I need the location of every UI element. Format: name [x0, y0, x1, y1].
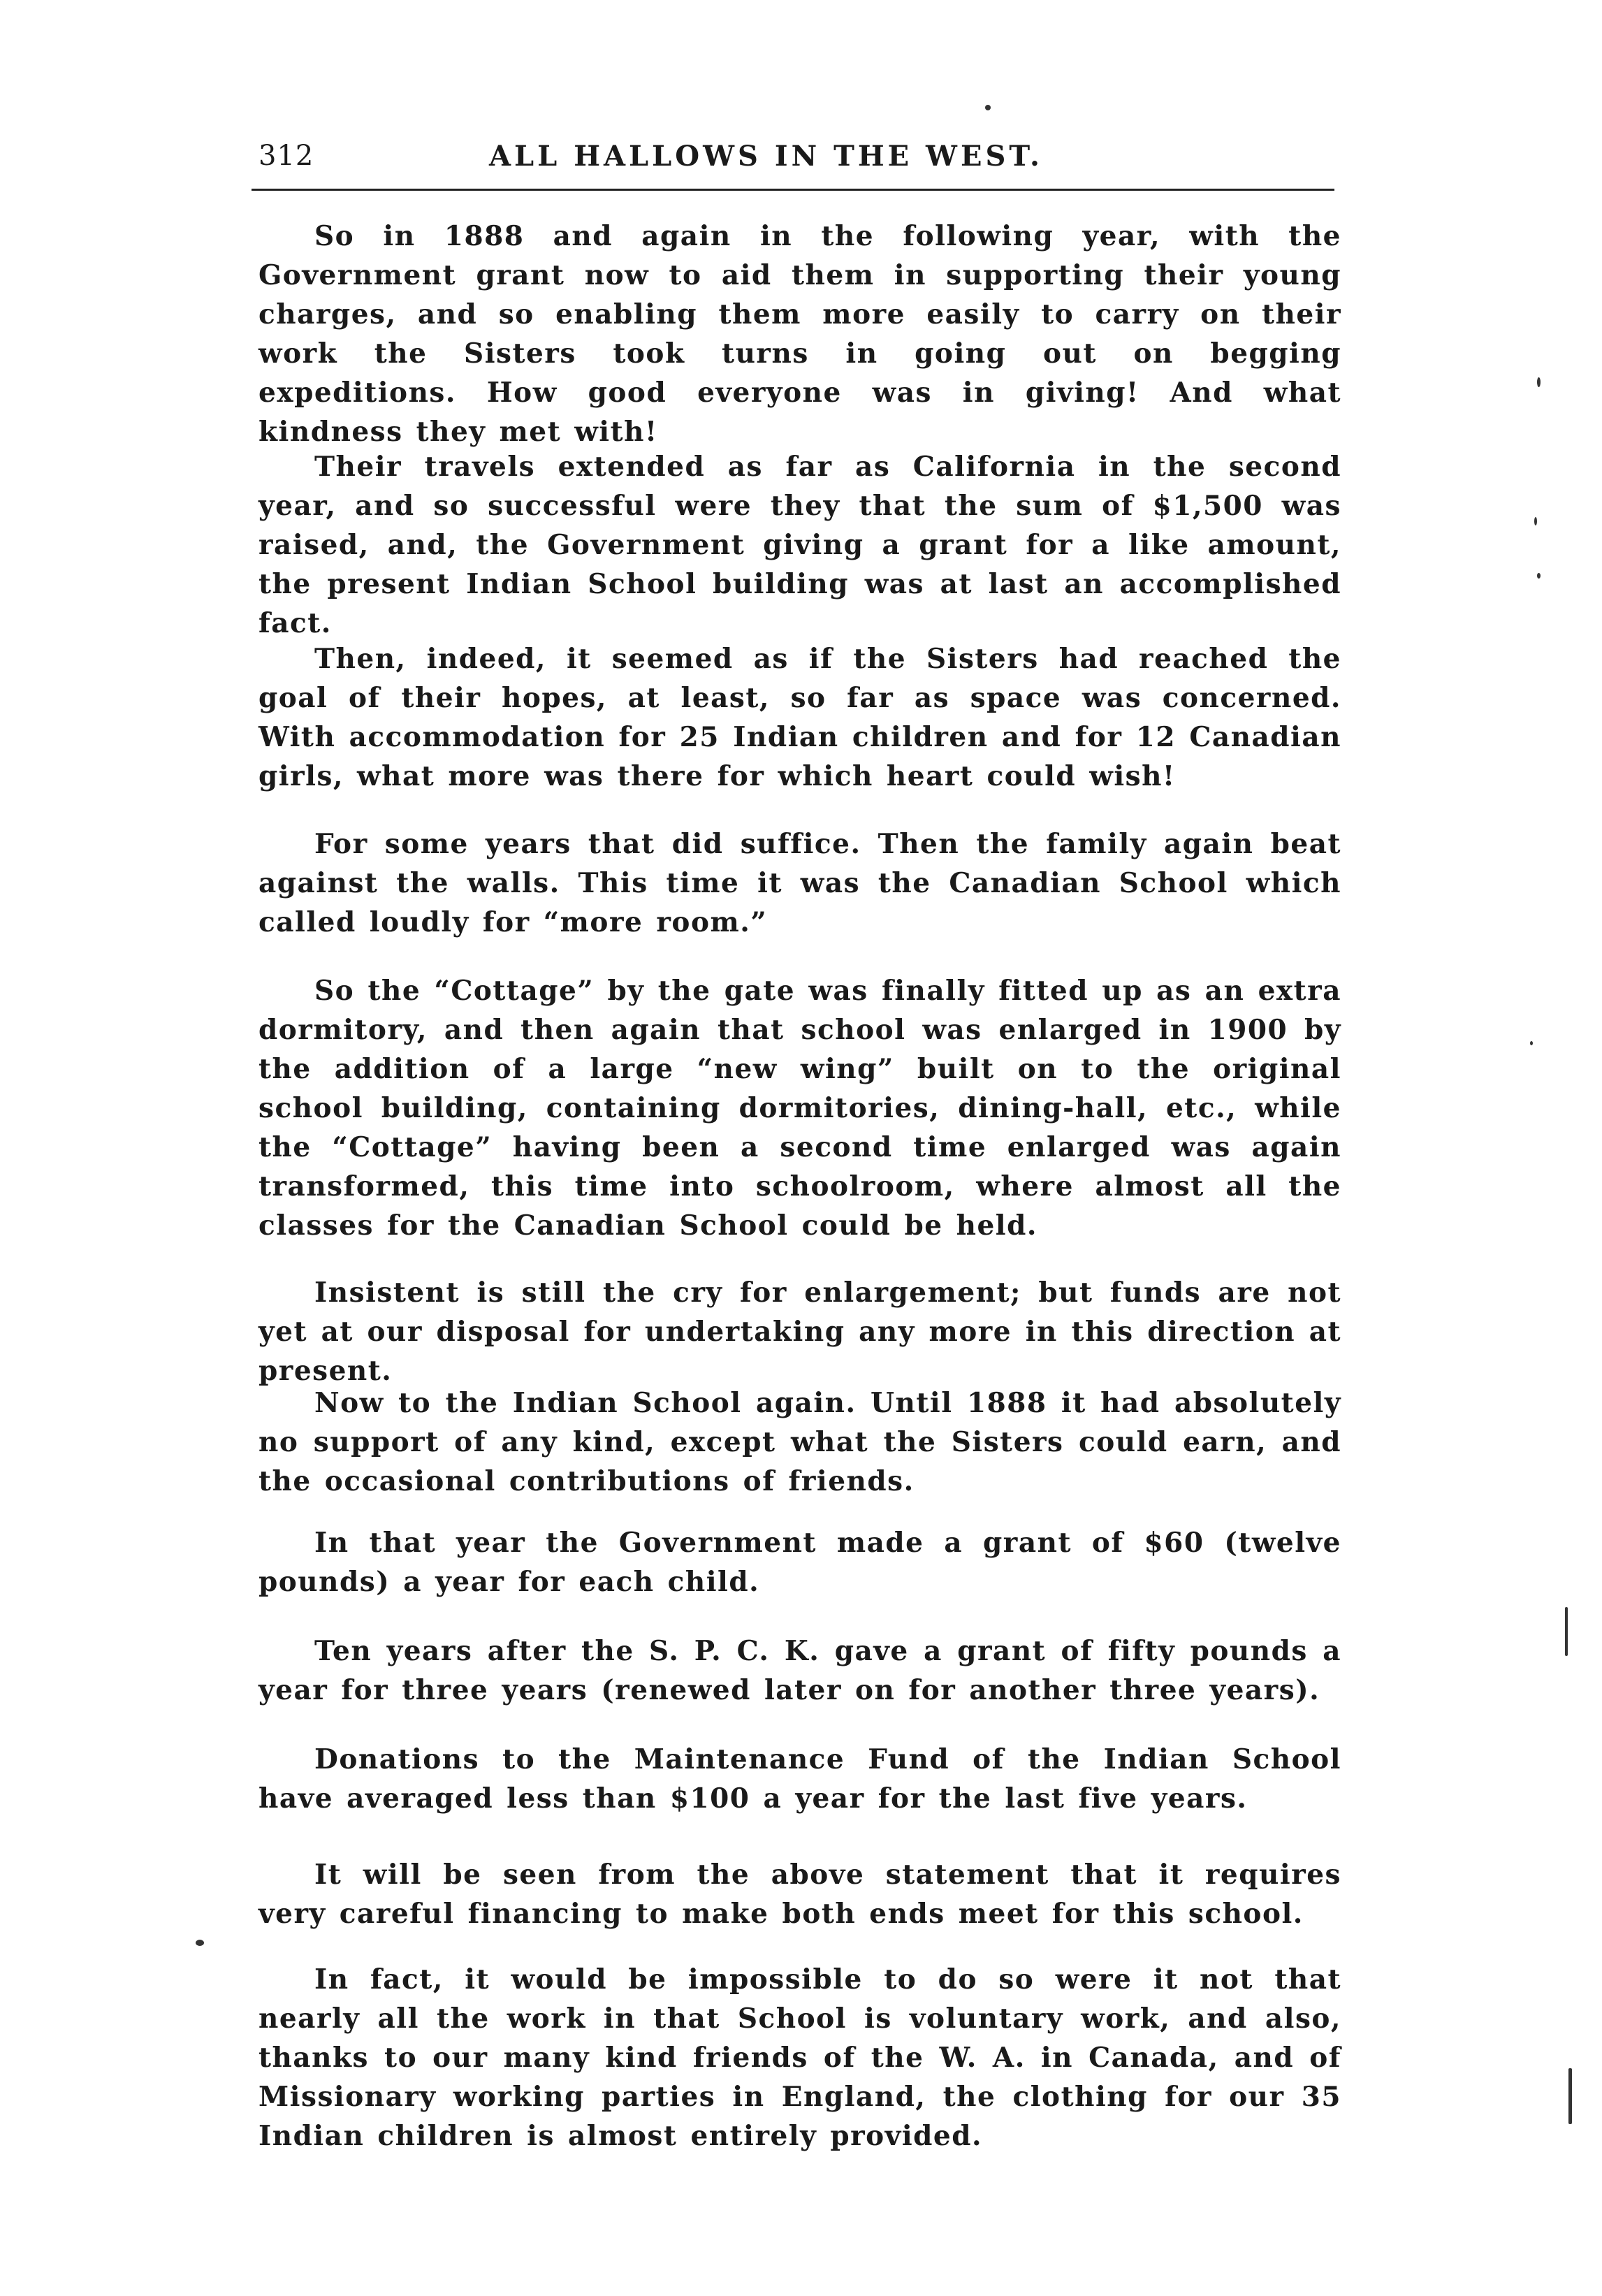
scan-speck	[985, 105, 991, 110]
paragraph-11: It will be seen from the above statement that it requires very careful financing to make both ends meet for this school.	[258, 1859, 1341, 1930]
paragraph-2: Their travels extended as far as California in the second year, and so successful were they that the sum of $1,500 was raised, and, the Government giving a grant for a like amount, the present Indian School building was at last an accomplished fact.	[258, 451, 1341, 639]
header-rule	[252, 189, 1334, 191]
scan-speck	[1537, 573, 1541, 579]
scan-speck	[1530, 1041, 1533, 1045]
paragraph-3: Then, indeed, it seemed as if the Sisters had reached the goal of their hopes, at least, so far as space was concerned. With accommodation for 25 Indian children and for 12 Canadian girls, what more was there for which heart could wish!	[258, 643, 1341, 792]
scan-speck	[1565, 1607, 1568, 1656]
paragraph-5: So the “Cottage” by the gate was finally fitted up as an extra dormitory, and then again that school was enlarged in 1900 by the addition of a large “new wing” built on to the original school building, containing dormitories, dining-hall, etc., while the “Cottage” having been a second time enlarged was again transformed, this time into schoolroom, where almost all the classes for the Canadian School could be held.	[258, 975, 1341, 1242]
scan-speck	[196, 1940, 204, 1946]
paragraph-1: So in 1888 and again in the following year, with the Government grant now to aid them in supporting their young charges, and so enabling them more easily to carry on their work the Sisters took turns in going out on begging expeditions. How good everyone was in giving! And what kindness they met with!	[258, 220, 1341, 448]
paragraph-4: For some years that did suffice. Then the family again beat against the walls. This time it was the Canadian School which called loudly for “more room.”	[258, 828, 1341, 938]
paragraph-6: Insistent is still the cry for enlargement; but funds are not yet at our disposal for undertaking any more in this direction at present.	[258, 1277, 1341, 1387]
paragraph-9: Ten years after the S. P. C. K. gave a grant of fifty pounds a year for three years (renewed later on for another three years).	[258, 1635, 1341, 1706]
paragraph-12: In fact, it would be impossible to do so were it not that nearly all the work in that School is voluntary work, and also, thanks to our many kind friends of the W. A. in Canada, and of Missionary working parties in England, the clothing for our 35 Indian children is almost entirely provided.	[258, 1963, 1341, 2152]
paragraph-10: Donations to the Maintenance Fund of the Indian School have averaged less than $100 a year for the last five years.	[258, 1743, 1341, 1815]
page-number: 312	[258, 140, 314, 172]
running-header	[258, 140, 1334, 189]
running-title: ALL HALLOWS IN THE WEST.	[489, 140, 1043, 173]
paragraph-7: Now to the Indian School again. Until 1888 it had absolutely no support of any kind, except what the Sisters could earn, and the occasional contributions of friends.	[258, 1387, 1341, 1497]
scan-speck	[1568, 2068, 1572, 2124]
scan-speck	[1534, 517, 1537, 525]
scan-speck	[1537, 377, 1541, 387]
paragraph-8: In that year the Government made a grant of $60 (twelve pounds) a year for each child.	[258, 1527, 1341, 1598]
